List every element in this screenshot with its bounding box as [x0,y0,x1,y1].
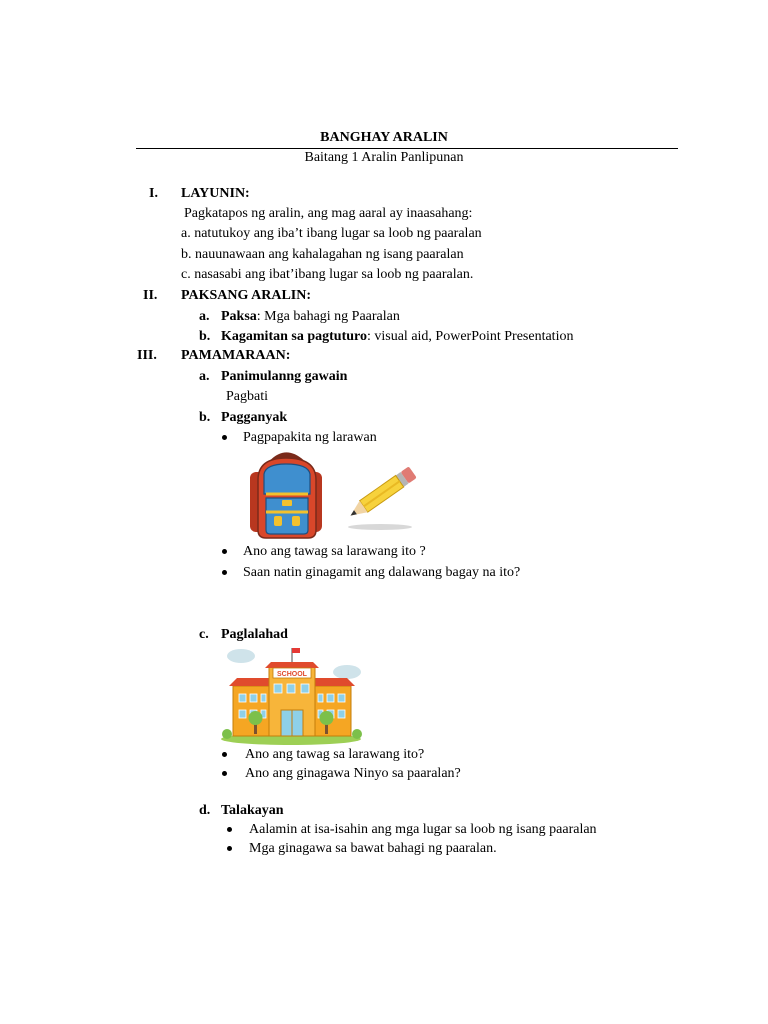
section2-item-a [221,308,400,326]
section3-c-letter: c. [199,627,209,642]
objective-a: a. natutukoy ang iba’t ibang lugar sa loob ng paaralan [181,226,482,241]
section3-b-label: Pagganyak [221,410,288,425]
paksa-text: : Mga bahagi ng Paaralan [256,309,400,324]
bullet-icon [222,752,227,757]
section3-numeral: III. [137,348,157,363]
section2-item-b [221,328,573,346]
pagganyak-question-1: Ano ang tawag sa larawang ito ? [243,544,426,559]
section3-c-label: Paglalahad [221,627,288,642]
bullet-icon [227,827,232,832]
bullet-icon [222,771,227,776]
pagganyak-question-2: Saan natin ginagamit ang dalawang bagay na ito? [243,565,521,580]
school-sign-text: SCHOOL [277,671,307,678]
bullet-icon [227,846,232,851]
section2-item-a-letter: a. [199,309,210,324]
paglalahad-question-2: Ano ang ginagawa Ninyo sa paaralan? [245,766,461,781]
kagamitan-text: : visual aid, PowerPoint Presentation [366,329,574,344]
document-subtitle: Baitang 1 Aralin Panlipunan [304,150,464,165]
section1-numeral: I. [149,186,158,201]
kagamitan-label: Kagamitan sa pagtuturo [221,329,367,344]
bullet-icon [222,549,227,554]
section3-b-letter: b. [199,410,211,425]
talakayan-item-2: Mga ginagawa sa bawat bahagi ng paaralan. [249,841,497,856]
objective-c: c. nasasabi ang ibat’ibang lugar sa loob ng paaralan. [181,267,474,282]
backpack-icon [246,450,328,542]
talakayan-item-1: Aalamin at isa-isahin ang mga lugar sa loob ng isang paaralan [249,822,597,837]
document-title: BANGHAY ARALIN [320,130,448,145]
section3-a-label: Panimulanng gawain [221,369,348,384]
objective-b: b. nauunawaan ang kahalagahan ng isang paaralan [181,247,464,262]
section2-item-b-letter: b. [199,329,211,344]
section3-d-letter: d. [199,803,211,818]
section3-heading: PAMAMARAAN: [181,348,291,363]
pencil-icon [340,455,420,535]
school-building-icon [219,644,364,746]
section3-a-text: Pagbati [226,389,268,404]
paglalahad-question-1: Ano ang tawag sa larawang ito? [245,747,425,762]
bullet-icon [222,435,227,440]
pagganyak-bullet: Pagpapakita ng larawan [243,430,377,445]
bullet-icon [222,570,227,575]
section2-numeral: II. [143,288,158,303]
section2-heading: PAKSANG ARALIN: [181,288,312,303]
section1-intro: Pagkatapos ng aralin, ang mag aaral ay inaasahang: [184,206,473,221]
section3-a-letter: a. [199,369,210,384]
section3-d-label: Talakayan [221,803,284,818]
paksa-label: Paksa [221,309,257,324]
section1-heading: LAYUNIN: [181,186,250,201]
